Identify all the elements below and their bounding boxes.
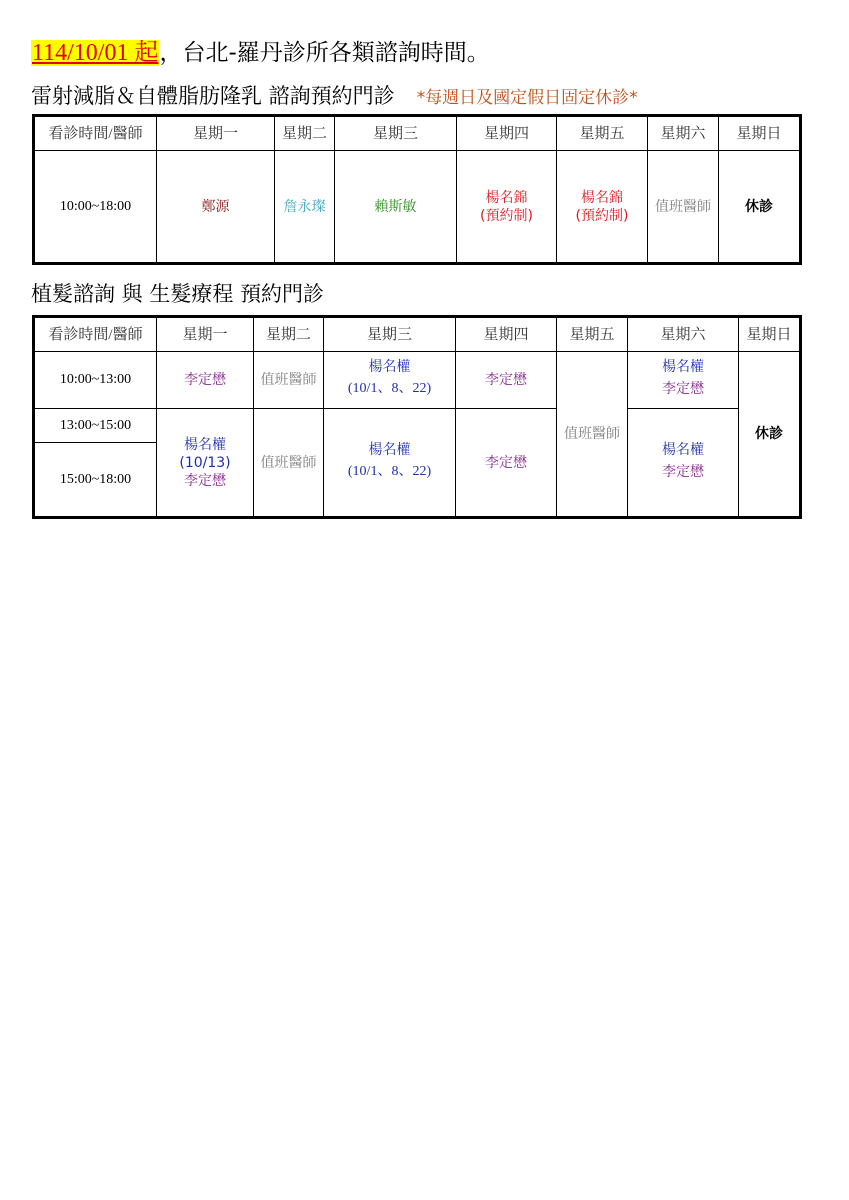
- page-title: [31, 38, 490, 68]
- header-cell: 星期一: [157, 116, 275, 151]
- doctor-cell: [628, 409, 739, 518]
- time-slot: 13:00~15:00: [34, 409, 157, 443]
- closed-cell: 休診: [739, 352, 801, 518]
- table-header-row: [34, 317, 801, 352]
- doctor-cell: 李定懋: [456, 409, 557, 518]
- header-cell: 星期六: [628, 317, 739, 352]
- doctor-cell: [628, 352, 739, 409]
- header-cell: 看診時間/醫師: [34, 317, 157, 352]
- time-slot: 15:00~18:00: [34, 443, 157, 518]
- table-row: [34, 409, 801, 443]
- doctor-cell: 李定懋: [456, 352, 557, 409]
- doctor-cell: 詹永璨: [275, 151, 335, 264]
- doctor-name: 楊名錦: [581, 189, 623, 206]
- doctor-cell: [157, 409, 254, 518]
- doctor-cell: 值班醫師: [254, 409, 324, 518]
- closure-note: *每週日及國定假日固定休診*: [416, 88, 638, 108]
- header-cell: 星期二: [254, 317, 324, 352]
- doctor-cell: 值班醫師: [254, 352, 324, 409]
- appointment-note: (預約制): [480, 207, 533, 224]
- doctor-cell: [457, 151, 557, 264]
- header-cell: 星期四: [456, 317, 557, 352]
- header-cell: 星期二: [275, 116, 335, 151]
- doctor-cell: [557, 151, 648, 264]
- doctor-cell: 賴斯敏: [335, 151, 457, 264]
- doctor-cell: [324, 352, 456, 409]
- time-slot: 10:00~18:00: [34, 151, 157, 264]
- table-row: [34, 352, 801, 409]
- date-note: (10/13): [179, 454, 231, 471]
- time-slot: 10:00~13:00: [34, 352, 157, 409]
- date-note: (10/1、8、22): [347, 463, 432, 479]
- doctor-name: 楊名權: [184, 436, 226, 453]
- header-cell: 星期日: [739, 317, 801, 352]
- closed-cell: 休診: [719, 151, 801, 264]
- header-cell: 星期三: [335, 116, 457, 151]
- date-note: (10/1、8、22): [347, 381, 432, 396]
- table-header-row: [34, 116, 801, 151]
- header-cell: 星期五: [557, 116, 648, 151]
- doctor-name: 楊名權: [368, 441, 411, 458]
- doctor-name: 李定懋: [184, 472, 226, 489]
- laser-schedule-table: [32, 114, 802, 265]
- section2-title: 植髮諮詢 與 生髮療程 預約門診: [31, 282, 325, 306]
- header-cell: 星期日: [719, 116, 801, 151]
- doctor-cell: 鄭源: [157, 151, 275, 264]
- header-cell: 看診時間/醫師: [34, 116, 157, 151]
- doctor-cell: 值班醫師: [648, 151, 719, 264]
- effective-date: 114/10/01 起: [32, 40, 159, 66]
- section1-title-text: 雷射減脂＆自體脂肪隆乳 諮詢預約門診: [31, 84, 395, 108]
- doctor-name: 楊名權: [368, 359, 411, 375]
- doctor-name: 楊名權: [662, 441, 704, 458]
- doctor-cell: 值班醫師: [557, 352, 628, 518]
- header-cell: 星期一: [157, 317, 254, 352]
- table-row: [34, 151, 801, 264]
- doctor-cell: 李定懋: [157, 352, 254, 409]
- page-title-text: ，台北-羅丹診所各類諮詢時間。: [159, 40, 490, 66]
- doctor-name: 李定懋: [662, 463, 704, 480]
- doctor-name: 楊名權: [662, 359, 704, 375]
- header-cell: 星期三: [324, 317, 456, 352]
- doctor-name: 楊名錦: [485, 189, 528, 206]
- header-cell: 星期五: [557, 317, 628, 352]
- hair-schedule-table: [32, 315, 802, 519]
- section1-title: [31, 82, 638, 112]
- doctor-name: 李定懋: [662, 381, 704, 397]
- header-cell: 星期六: [648, 116, 719, 151]
- doctor-cell: [324, 409, 456, 518]
- appointment-note: (預約制): [575, 207, 629, 224]
- header-cell: 星期四: [457, 116, 557, 151]
